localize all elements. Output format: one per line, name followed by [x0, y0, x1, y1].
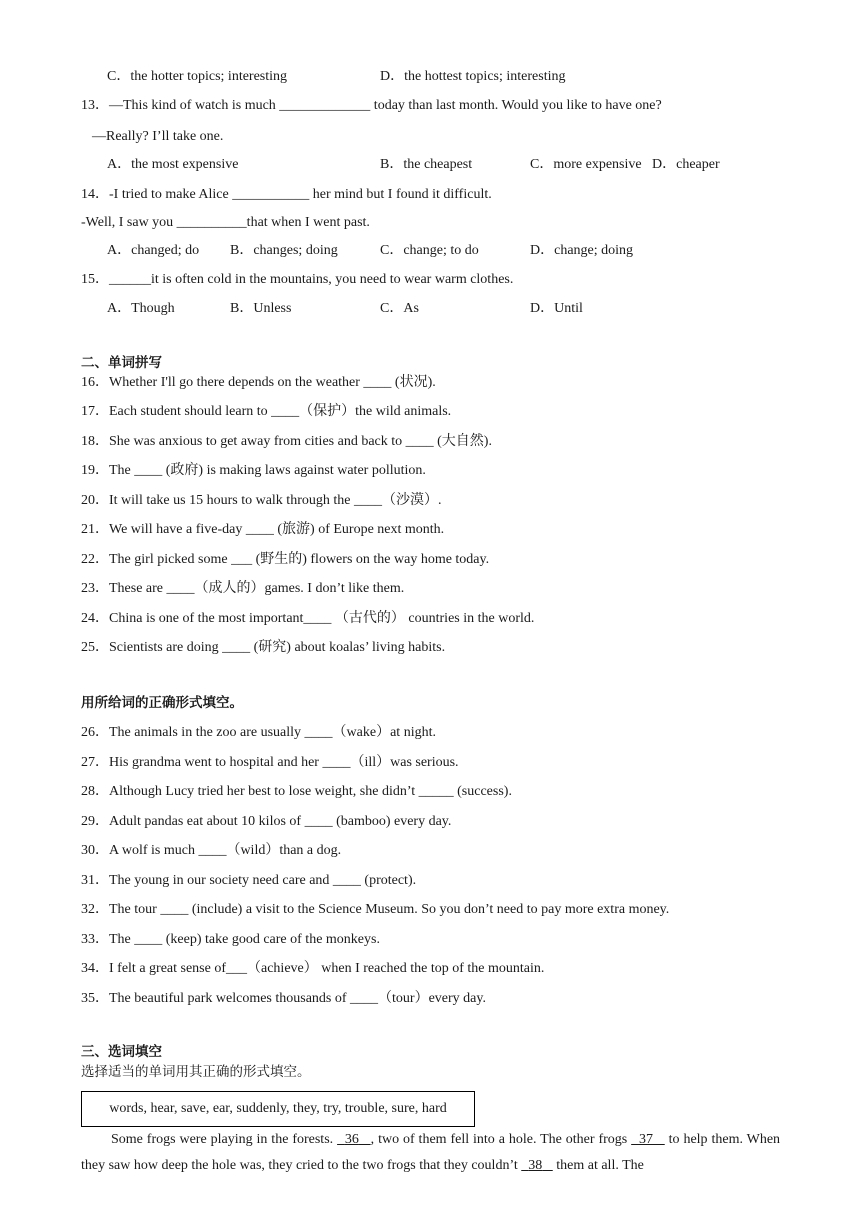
question-item: 22．The girl picked some ___ (野生的) flowers on the way home today. — [81, 552, 490, 567]
blank-37: 37 — [638, 1132, 653, 1147]
q15-option-a: A．Though — [107, 301, 175, 316]
question-item: 18．She was anxious to get away from cities and back to ____ (大自然). — [81, 434, 492, 449]
blank-36: 36 — [344, 1132, 359, 1147]
question-item: 16．Whether I'll go there depends on the weather ____ (状况). — [81, 375, 436, 390]
question-item: 19．The ____ (政府) is making laws against water pollution. — [81, 463, 426, 478]
q14-reply: -Well, I saw you __________that when I went past. — [81, 215, 370, 230]
passage-text: , two of them fell into a hole. The other frogs — [370, 1132, 628, 1147]
question-item: 35．The beautiful park welcomes thousands of ____（tour）every day. — [81, 991, 486, 1006]
question-item: 30．A wolf is much ____（wild）than a dog. — [81, 843, 342, 858]
section-heading-spelling: 二、单词拼写 — [81, 355, 162, 371]
q14-option-a: A．changed; do — [107, 243, 200, 258]
q15-option-b: B．Unless — [230, 301, 292, 316]
question-item: 34．I felt a great sense of___（achieve） when I reached the top of the mountain. — [81, 961, 545, 976]
q15-option-c: C．As — [380, 301, 419, 316]
q14-option-d: D．change; doing — [530, 243, 634, 258]
section-instruction: 选择适当的单词用其正确的形式填空。 — [81, 1064, 311, 1080]
q13-option-c: C．more expensive — [530, 157, 642, 172]
q12-option-d: D．the hottest topics; interesting — [380, 69, 566, 84]
cloze-passage — [81, 1127, 780, 1179]
q14-option-c: C．change; to do — [380, 243, 479, 258]
section-heading-choose-words: 三、选词填空 — [81, 1044, 162, 1060]
blank-38: 38 — [528, 1158, 543, 1173]
section-heading-word-forms: 用所给词的正确形式填空。 — [81, 695, 243, 711]
passage-text: to help them. When they saw how deep the hole was, they cried to the two frogs that they couldn’t — [81, 1132, 781, 1173]
question-item: 20．It will take us 15 hours to walk through the ____（沙漠）. — [81, 493, 442, 508]
q14-option-b: B．changes; doing — [230, 243, 338, 258]
question-item: 26．The animals in the zoo are usually ____（wake）at night. — [81, 725, 436, 740]
question-item: 25．Scientists are doing ____ (研究) about koalas’ living habits. — [81, 640, 446, 655]
q14-stem: 14．-I tried to make Alice ___________ her mind but I found it difficult. — [81, 187, 492, 202]
question-item: 33．The ____ (keep) take good care of the monkeys. — [81, 932, 380, 947]
q13-option-b: B．the cheapest — [380, 157, 473, 172]
q13-option-d: D．cheaper — [652, 157, 720, 172]
q13-reply: —Really? I’ll take one. — [92, 129, 224, 144]
word-bank-box — [81, 1091, 475, 1127]
passage-text: them at all. The — [556, 1158, 644, 1173]
question-item: 29．Adult pandas eat about 10 kilos of ____ (bamboo) every day. — [81, 814, 452, 829]
passage-text: Some frogs were playing in the forests. — [111, 1132, 334, 1147]
question-item: 31．The young in our society need care and ____ (protect). — [81, 873, 417, 888]
q13-stem: 13．—This kind of watch is much _____________ today than last month. Would you like to have one? — [81, 98, 662, 113]
q13-option-a: A．the most expensive — [107, 157, 239, 172]
question-item: 23．These are ____（成人的）games. I don’t like them. — [81, 581, 405, 596]
q12-option-c: C．the hotter topics; interesting — [107, 69, 288, 84]
question-item: 32．The tour ____ (include) a visit to the Science Museum. So you don’t need to pay more extra money. — [81, 902, 670, 917]
question-item: 17．Each student should learn to ____（保护）the wild animals. — [81, 404, 452, 419]
question-item: 21．We will have a five-day ____ (旅游) of Europe next month. — [81, 522, 445, 537]
q15-stem: 15．______it is often cold in the mountains, you need to wear warm clothes. — [81, 272, 514, 287]
question-item: 28．Although Lucy tried her best to lose weight, she didn’t _____ (success). — [81, 784, 512, 799]
question-item: 24．China is one of the most important____ （古代的） countries in the world. — [81, 611, 535, 626]
q15-option-d: D．Until — [530, 301, 583, 316]
word-bank-text: words, hear, save, ear, suddenly, they, try, trouble, sure, hard — [109, 1101, 447, 1116]
question-item: 27．His grandma went to hospital and her ____（ill）was serious. — [81, 755, 459, 770]
